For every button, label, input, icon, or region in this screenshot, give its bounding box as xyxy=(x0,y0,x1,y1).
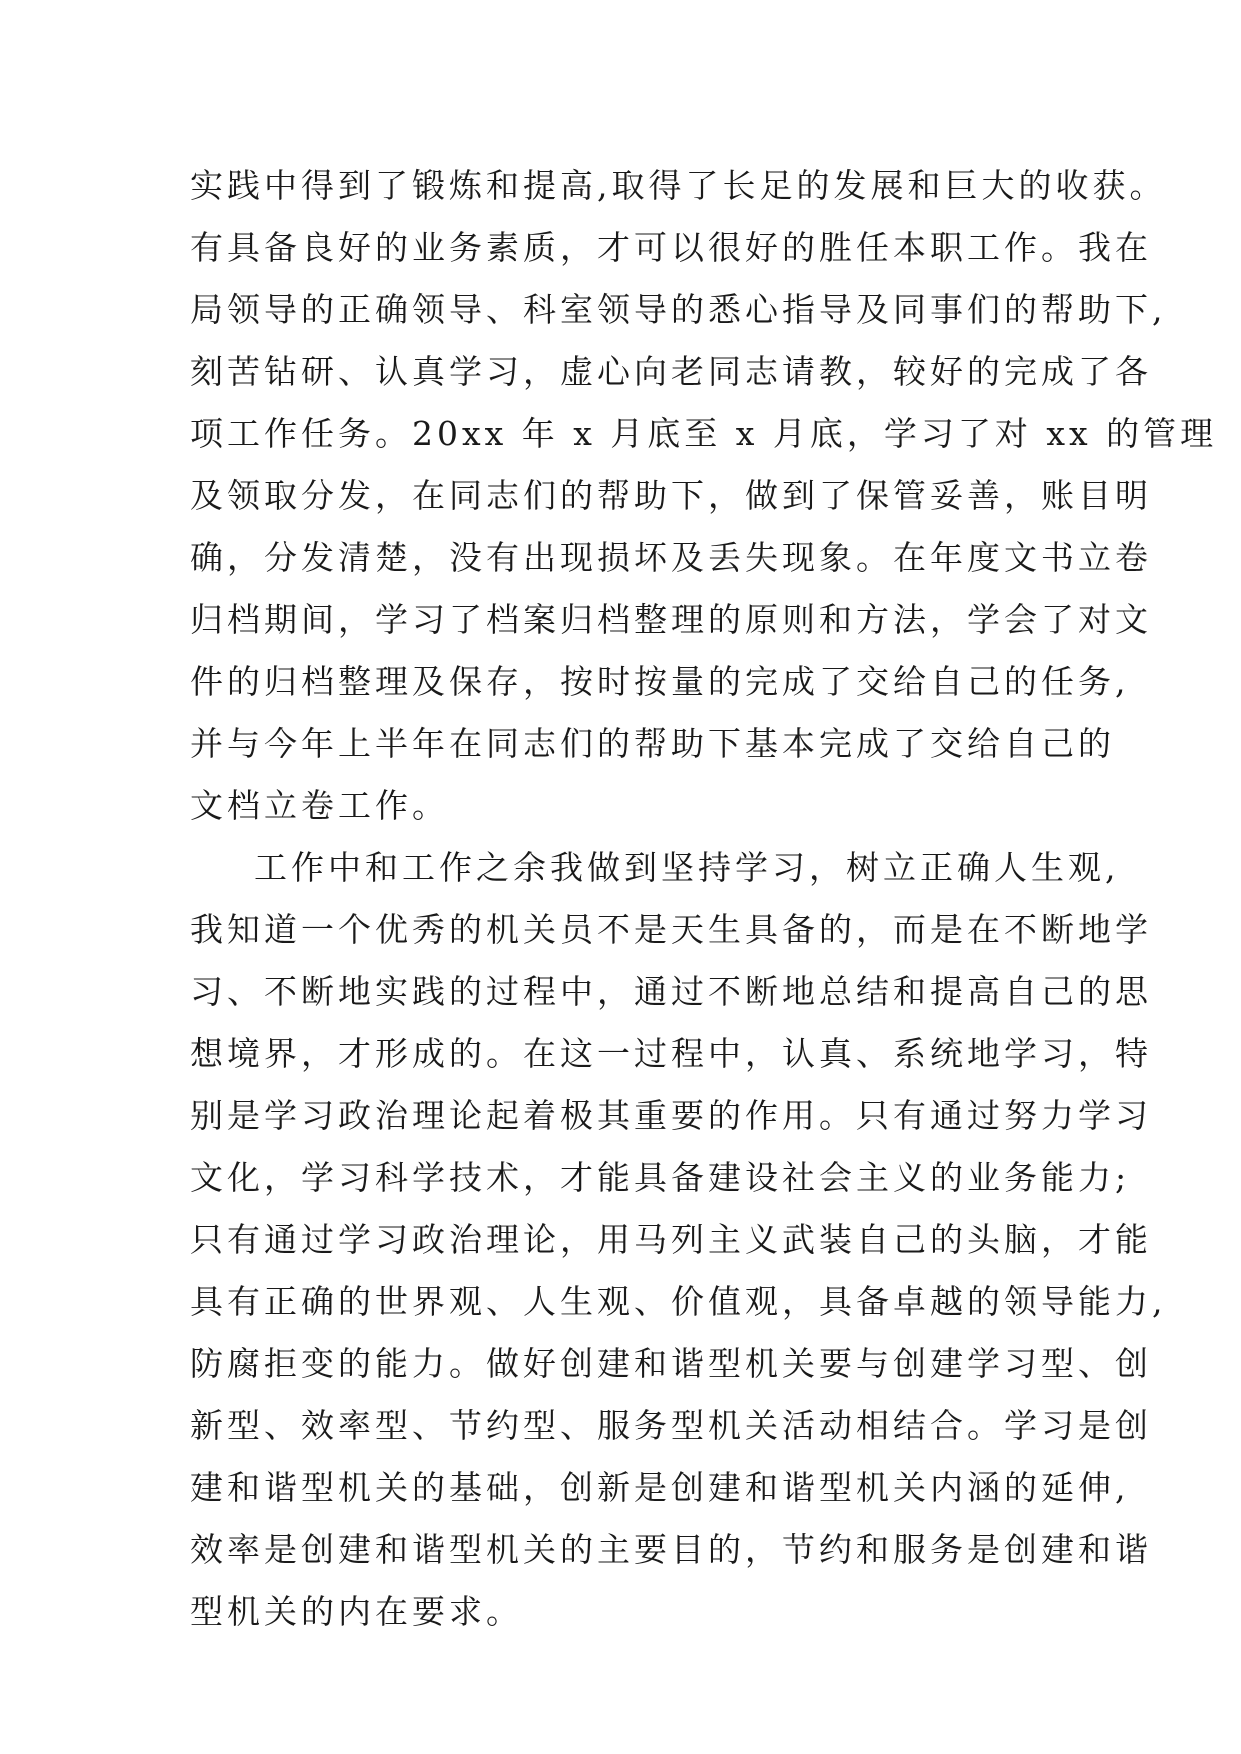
text-line: 具有正确的世界观、人生观、价值观，具备卓越的领导能力, xyxy=(190,1282,1167,1321)
text-line: 有具备良好的业务素质，才可以很好的胜任本职工作。我在 xyxy=(190,228,1152,267)
text-line: 防腐拒变的能力。做好创建和谐型机关要与创建学习型、创 xyxy=(190,1344,1152,1383)
text-line: 想境界，才形成的。在这一过程中，认真、系统地学习，特 xyxy=(190,1034,1152,1073)
text-line: 确，分发清楚，没有出现损坏及丢失现象。在年度文书立卷 xyxy=(190,538,1152,577)
text-line: 实践中得到了锻炼和提高,取得了长足的发展和巨大的收获。 xyxy=(190,166,1167,205)
paragraph xyxy=(190,155,1218,837)
text-line: 我知道一个优秀的机关员不是天生具备的，而是在不断地学 xyxy=(190,910,1152,949)
text-line: 局领导的正确领导、科室领导的悉心指导及同事们的帮助下, xyxy=(190,290,1167,329)
text-line: 建和谐型机关的基础，创新是创建和谐型机关内涵的延伸, xyxy=(190,1468,1130,1507)
paragraph xyxy=(190,837,1167,1643)
text-line: 习、不断地实践的过程中，通过不断地总结和提高自己的思 xyxy=(190,972,1152,1011)
text-line: 新型、效率型、节约型、服务型机关活动相结合。学习是创 xyxy=(190,1406,1152,1445)
body-text xyxy=(190,155,1218,1643)
text-line: 归档期间，学习了档案归档整理的原则和方法，学会了对文 xyxy=(190,600,1152,639)
text-line: 刻苦钻研、认真学习，虚心向老同志请教，较好的完成了各 xyxy=(190,352,1152,391)
text-line: 件的归档整理及保存，按时按量的完成了交给自己的任务, xyxy=(190,662,1130,701)
text-line: 文化，学习科学技术，才能具备建设社会主义的业务能力; xyxy=(190,1158,1131,1197)
text-line: 型机关的内在要求。 xyxy=(190,1592,523,1631)
text-line: 文档立卷工作。 xyxy=(190,786,449,825)
text-line: 并与今年上半年在同志们的帮助下基本完成了交给自己的 xyxy=(190,724,1115,763)
text-line: 别是学习政治理论起着极其重要的作用。只有通过努力学习 xyxy=(190,1096,1152,1135)
text-line: 项工作任务。20xx 年 x 月底至 x 月底，学习了对 xx 的管理 xyxy=(190,414,1218,453)
text-line: 工作中和工作之余我做到坚持学习，树立正确人生观, xyxy=(254,848,1120,887)
text-line: 只有通过学习政治理论，用马列主义武装自己的头脑，才能 xyxy=(190,1220,1152,1259)
text-line: 及领取分发，在同志们的帮助下，做到了保管妥善，账目明 xyxy=(190,476,1152,515)
text-line: 效率是创建和谐型机关的主要目的，节约和服务是创建和谐 xyxy=(190,1530,1152,1569)
